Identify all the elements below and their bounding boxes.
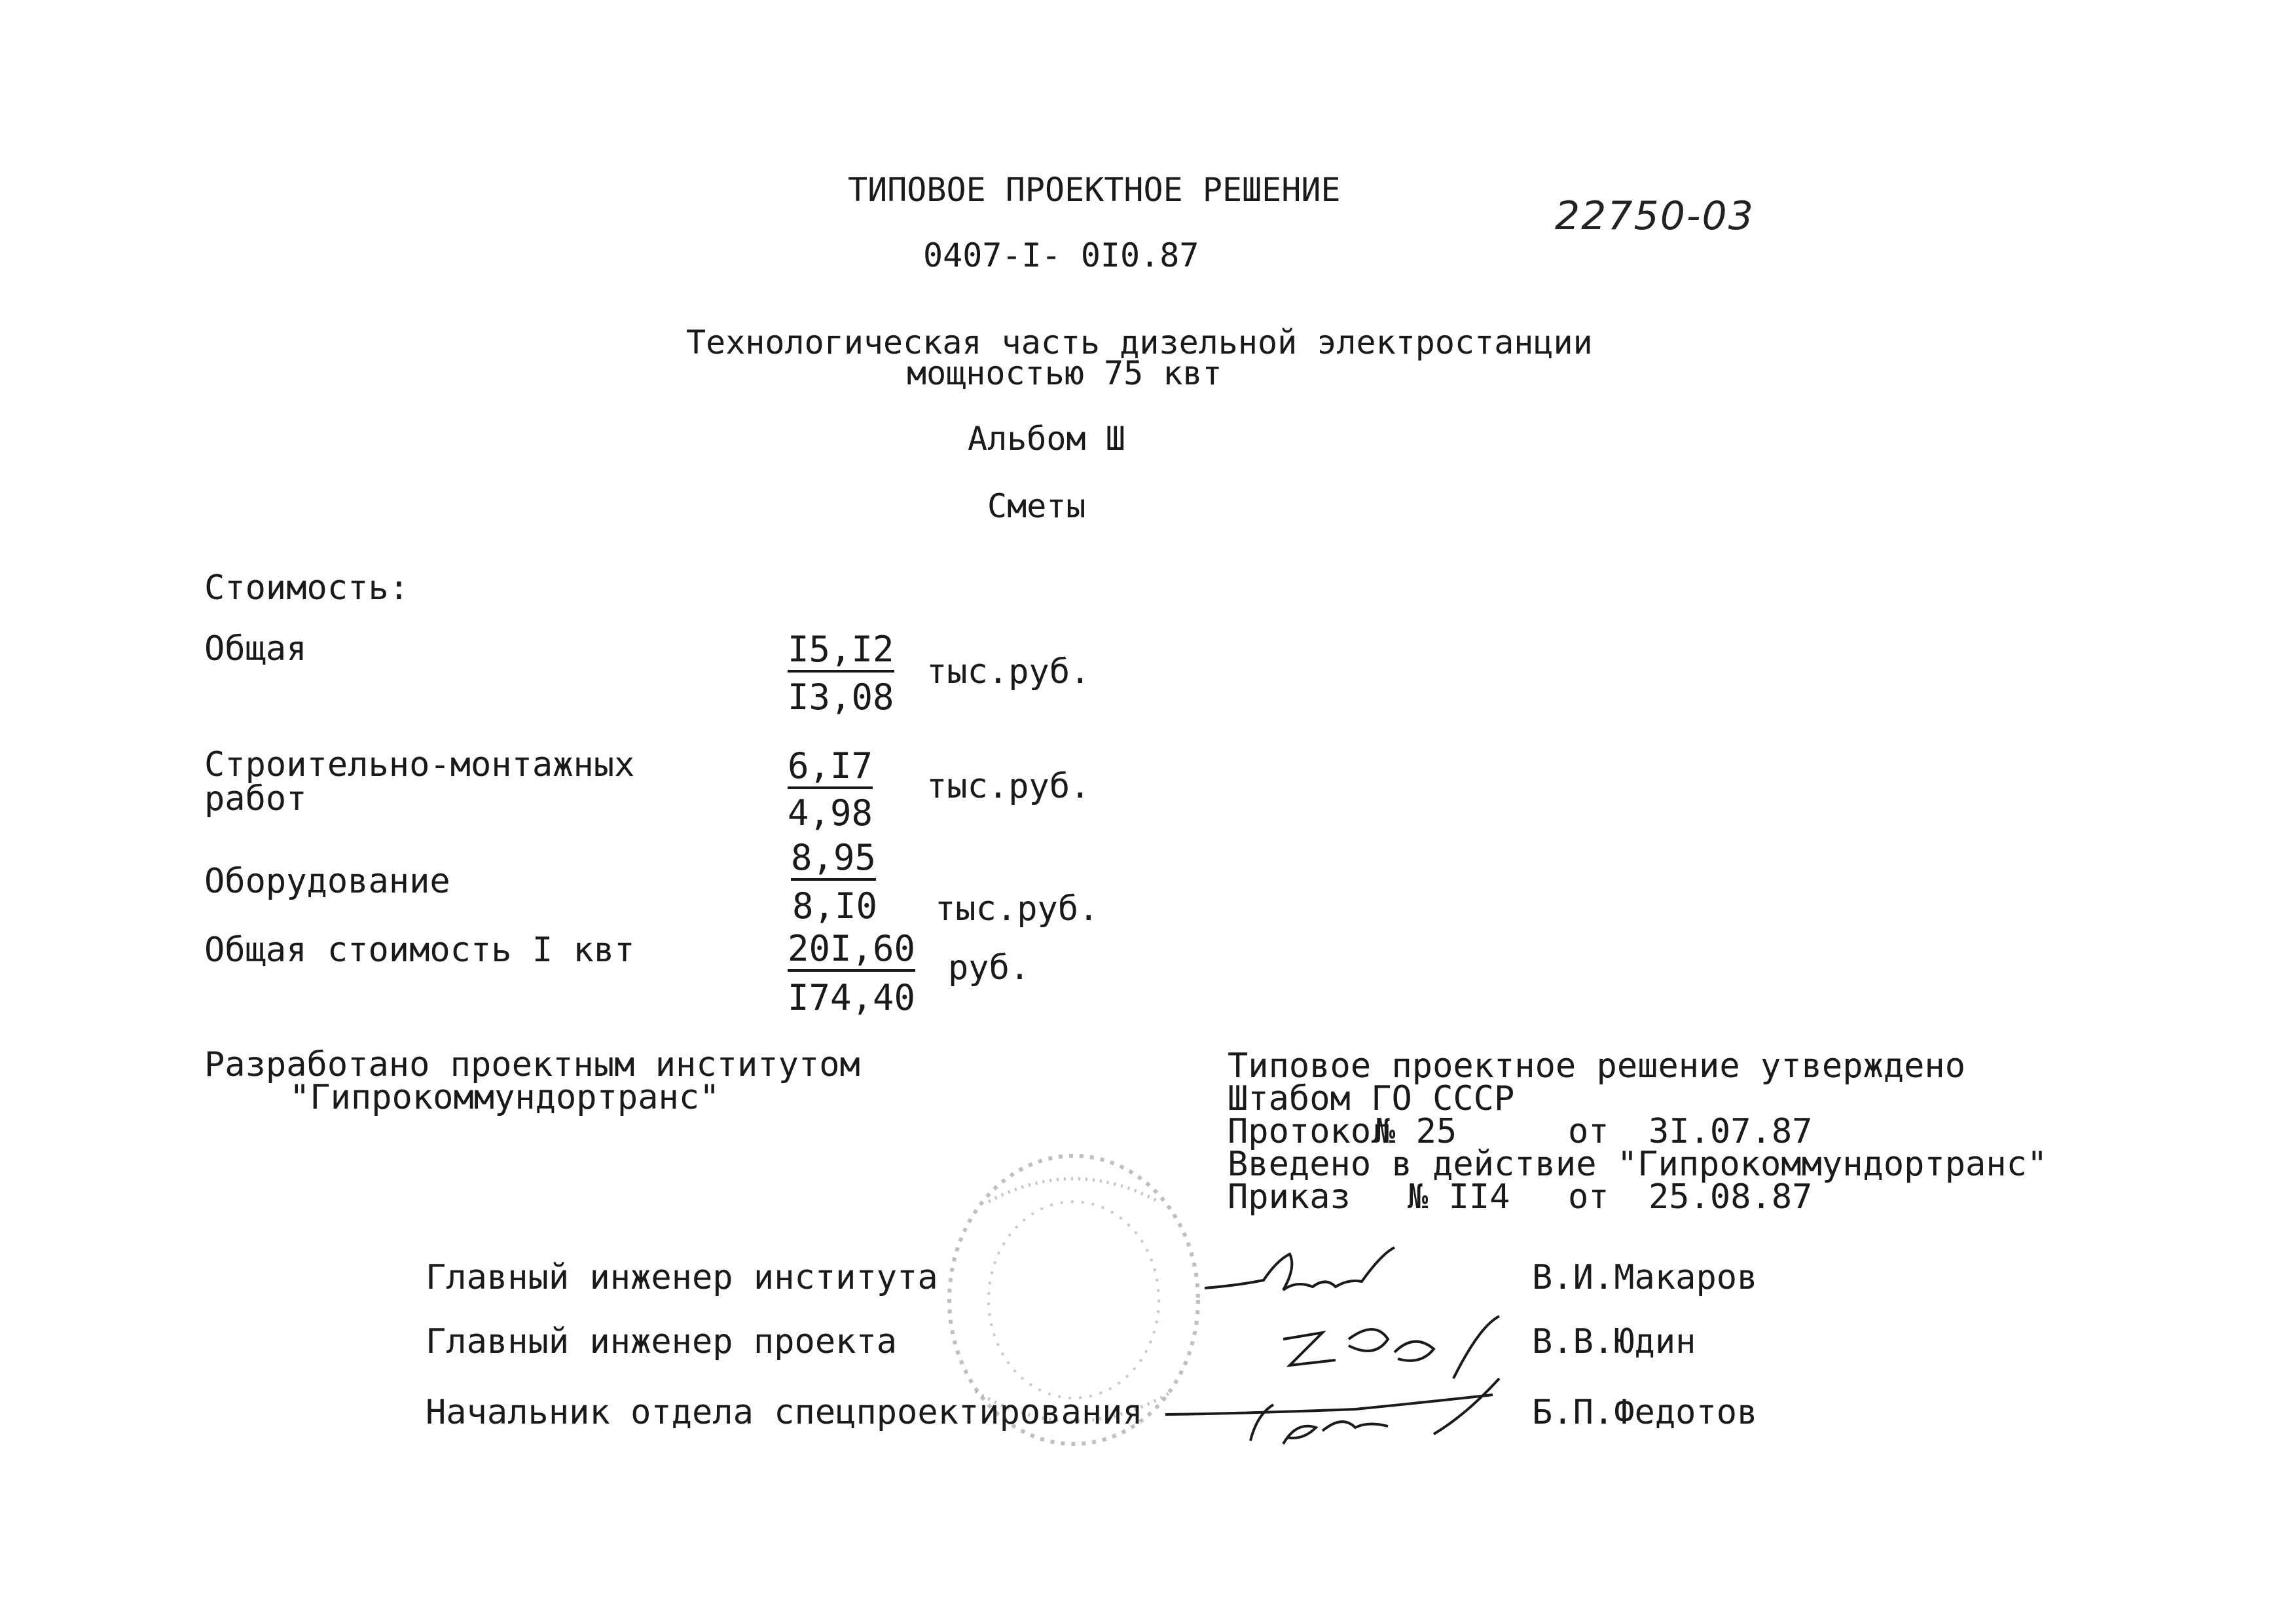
approval-line-2: Штабом ГО СССР <box>1228 1079 1515 1118</box>
cost-construction-numerator: 6,I7 <box>788 748 873 789</box>
signature-position-1: Главный инженер института <box>426 1258 938 1297</box>
cost-per-kw-unit: руб. <box>948 948 1030 987</box>
approval-line-4: Введено в действие "Гипрокоммундортранс" <box>1228 1145 2048 1184</box>
cost-equipment-denominator: 8,I0 <box>792 885 878 927</box>
cost-equipment-unit: тыс.руб. <box>935 889 1099 929</box>
approval-protocol-label: Протокол <box>1228 1112 1392 1151</box>
cost-total-unit: тыс.руб. <box>926 652 1091 692</box>
cost-total-label: Общая <box>204 629 307 669</box>
approval-order-label: Приказ <box>1228 1177 1351 1217</box>
costs-heading: Стоимость: <box>204 568 410 608</box>
cost-construction-label-2: работ <box>204 779 307 819</box>
cost-per-kw-numerator: 20I,60 <box>788 931 915 972</box>
subtitle-line-2: мощностью 75 квт <box>907 354 1222 392</box>
cost-equipment-label: Оборудование <box>204 862 450 901</box>
signature-name-3: Б.П.Федотов <box>1532 1393 1758 1432</box>
approval-protocol-from: от <box>1568 1112 1609 1151</box>
developer-line-1: Разработано проектным институтом <box>204 1045 860 1084</box>
cost-total-numerator: I5,I2 <box>788 632 894 673</box>
approval-protocol-number: № 25 <box>1375 1112 1457 1151</box>
album-label: Альбом Ш <box>968 420 1125 458</box>
project-code: 0407-I- 0I0.87 <box>923 236 1199 274</box>
document-number: 22750-03 <box>1555 193 1755 239</box>
approval-protocol-date: 3I.07.87 <box>1649 1112 1813 1151</box>
approval-line-1: Типовое проектное решение утверждено <box>1228 1046 1966 1086</box>
signature-position-3: Начальник отдела спецпроектирования <box>426 1393 1143 1432</box>
signature-name-1: В.И.Макаров <box>1532 1258 1758 1297</box>
section-label: Сметы <box>987 487 1086 525</box>
signature-name-2: В.В.Юдин <box>1532 1322 1696 1361</box>
approval-order-from: от <box>1568 1177 1609 1217</box>
cost-construction-denominator: 4,98 <box>788 792 873 834</box>
page-title: ТИПОВОЕ ПРОЕКТНОЕ РЕШЕНИЕ <box>848 171 1341 209</box>
cost-equipment-numerator: 8,95 <box>791 840 876 881</box>
subtitle-line-1: Технологическая часть дизельной электростанции <box>686 323 1593 361</box>
signature-position-2: Главный инженер проекта <box>426 1322 898 1361</box>
developer-line-2: "Гипрокоммундортранс" <box>289 1078 720 1117</box>
cost-per-kw-label: Общая стоимость I квт <box>204 931 635 970</box>
approval-order-number: № II4 <box>1408 1177 1510 1217</box>
signature-mark-1 <box>1198 1241 1421 1313</box>
cost-total-denominator: I3,08 <box>788 676 894 718</box>
signature-mark-3 <box>1159 1375 1525 1460</box>
cost-construction-label-1: Строительно-монтажных <box>204 745 635 784</box>
approval-order-date: 25.08.87 <box>1649 1177 1813 1217</box>
cost-per-kw-denominator: I74,40 <box>788 977 916 1018</box>
cost-construction-unit: тыс.руб. <box>926 767 1091 806</box>
